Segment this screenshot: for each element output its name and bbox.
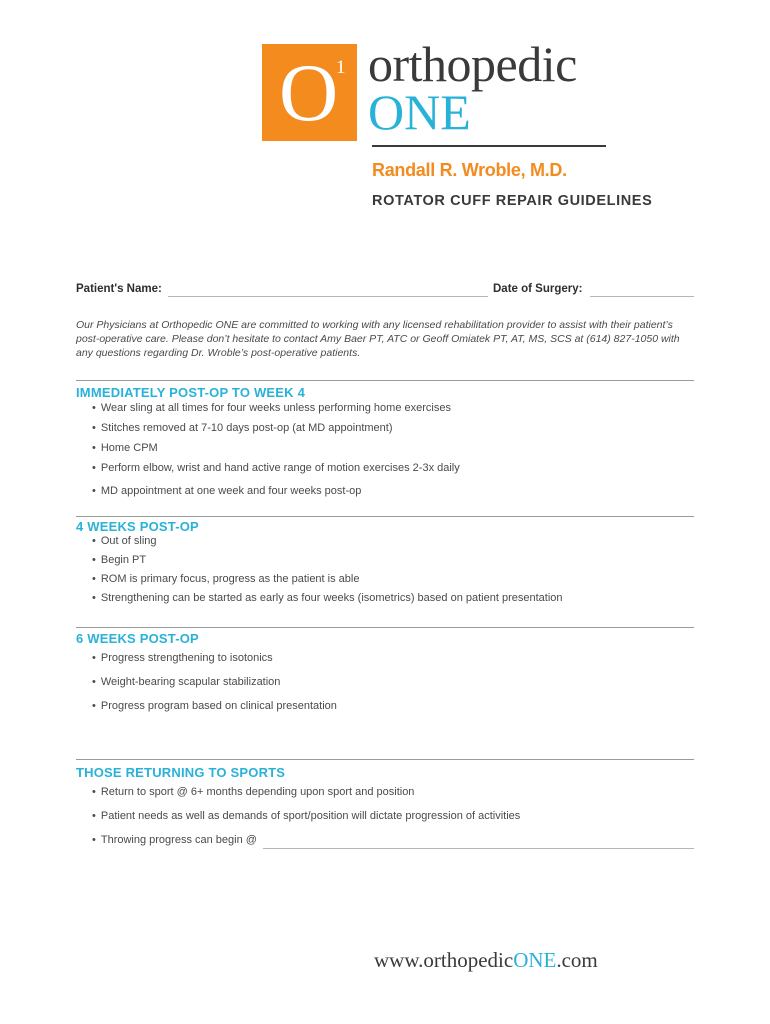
list-item: • Perform elbow, wrist and hand active range of motion exercises 2-3x daily (92, 462, 460, 474)
list-item: • ROM is primary focus, progress as the patient is able (92, 573, 359, 585)
section-divider (76, 380, 694, 381)
list-item: • Stitches removed at 7-10 days post-op (at MD appointment) (92, 422, 393, 434)
throwing-progress-field[interactable] (263, 848, 694, 849)
section-divider (76, 516, 694, 517)
section-divider (76, 759, 694, 760)
intro-paragraph: Our Physicians at Orthopedic ONE are committed to working with any licensed rehabilitation provider to assist with their patient’s post-operative care. Please don’t hesitate to contact Amy Baer PT, ATC or Geoff Omiatek PT, AT, MS, SCS at (614) 827-1050 with any questions regarding Dr. Wroble’s post-operative patients. (76, 319, 680, 359)
list-item: • MD appointment at one week and four weeks post-op (92, 485, 361, 497)
list-item: • Weight-bearing scapular stabilization (92, 676, 280, 688)
list-item: • Home CPM (92, 442, 158, 454)
list-item: • Wear sling at all times for four weeks unless performing home exercises (92, 402, 451, 414)
footer-url-suffix: .com (556, 948, 598, 972)
brand-divider (372, 145, 606, 147)
section-heading: THOSE RETURNING TO SPORTS (76, 765, 286, 780)
doctor-name: Randall R. Wroble, M.D. (372, 160, 567, 180)
logo-letter: O (279, 47, 339, 138)
footer-url[interactable] (374, 948, 598, 973)
brand-word-orthopedic: orthopedic (368, 36, 577, 92)
list-item: • Return to sport @ 6+ months depending upon sport and position (92, 786, 414, 798)
patient-name-label: Patient's Name: (76, 283, 162, 295)
list-item: • Throwing progress can begin @ (92, 834, 257, 846)
section-heading: 6 WEEKS POST-OP (76, 631, 199, 646)
section-heading: 4 WEEKS POST-OP (76, 519, 199, 534)
brand-word-one: ONE (368, 84, 471, 140)
section-heading: IMMEDIATELY POST-OP TO WEEK 4 (76, 385, 306, 400)
list-item: • Progress program based on clinical presentation (92, 700, 337, 712)
logo-superscript: 1 (336, 57, 346, 78)
list-item: • Strengthening can be started as early as four weeks (isometrics) based on patient presentation (92, 592, 563, 604)
section-divider (76, 627, 694, 628)
list-item: • Patient needs as well as demands of sport/position will dictate progression of activities (92, 810, 520, 822)
surgery-date-field[interactable] (590, 296, 694, 297)
patient-name-field[interactable] (168, 296, 488, 297)
document-title: ROTATOR CUFF REPAIR GUIDELINES (372, 193, 653, 209)
footer-url-accent: ONE (513, 948, 557, 972)
list-item: • Out of sling (92, 535, 157, 547)
footer-url-prefix: www.orthopedic (374, 948, 514, 972)
list-item: • Begin PT (92, 554, 146, 566)
surgery-date-label: Date of Surgery: (493, 283, 583, 295)
logo-mark (262, 44, 357, 141)
list-item: • Progress strengthening to isotonics (92, 652, 273, 664)
